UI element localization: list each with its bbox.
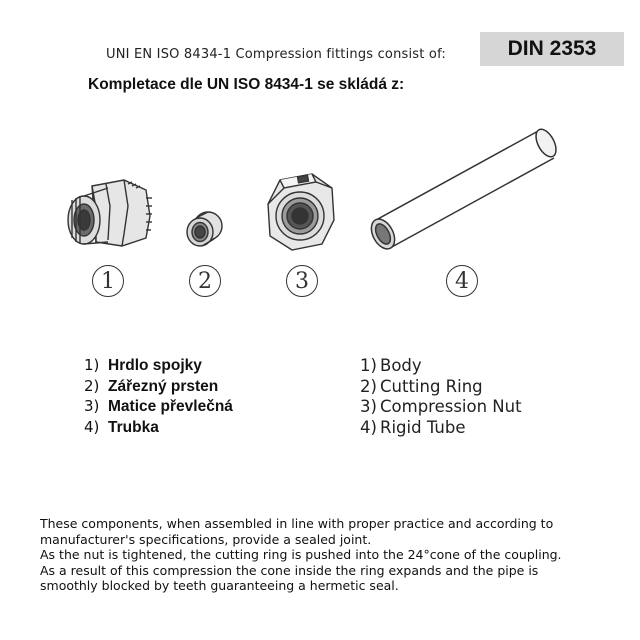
description-line: As the nut is tightened, the cutting ring is pushed into the 24°cone of the coupling.	[40, 547, 562, 562]
list-item: 1) Body	[360, 356, 422, 375]
figure-number-3: 3	[286, 265, 318, 297]
fitting-body-icon	[62, 176, 158, 256]
list-item: 3) Matice převlečná	[84, 397, 233, 415]
list-item: 1) Hrdlo spojky	[84, 356, 202, 374]
description-line: manufacturer's specifications, provide a sealed joint.	[40, 531, 372, 547]
cutting-ring-icon	[182, 206, 228, 252]
list-item: 4) Rigid Tube	[360, 417, 466, 437]
description-line: As a result of this compression the cone inside the ring expands and the pipe is	[40, 562, 539, 578]
figure-number-2: 2	[189, 265, 221, 297]
list-item: 4) Trubka	[84, 417, 159, 436]
parts-list-en	[360, 356, 522, 438]
list-item: 3) Compression Nut	[360, 397, 522, 416]
figure-number-4: 4	[446, 265, 478, 297]
header-title-cz: Kompletace dle UN ISO 8434-1 se skládá z:	[88, 76, 405, 93]
description-line: smoothly blocked by teeth guaranteeing a hermetic seal.	[40, 578, 399, 593]
rigid-tube-icon	[368, 124, 560, 254]
list-item: 2) Zářezný prsten	[84, 376, 219, 395]
list-item: 2) Cutting Ring	[360, 376, 483, 396]
description-line: These components, when assembled in line with proper practice and according to	[40, 516, 554, 531]
header-title-en: UNI EN ISO 8434-1 Compression fittings consist of:	[106, 47, 446, 62]
din-badge: DIN 2353	[480, 32, 624, 66]
description-paragraph	[40, 516, 630, 594]
parts-list-cz	[84, 356, 233, 438]
figure-number-1: 1	[92, 265, 124, 297]
compression-nut-icon	[262, 170, 342, 256]
